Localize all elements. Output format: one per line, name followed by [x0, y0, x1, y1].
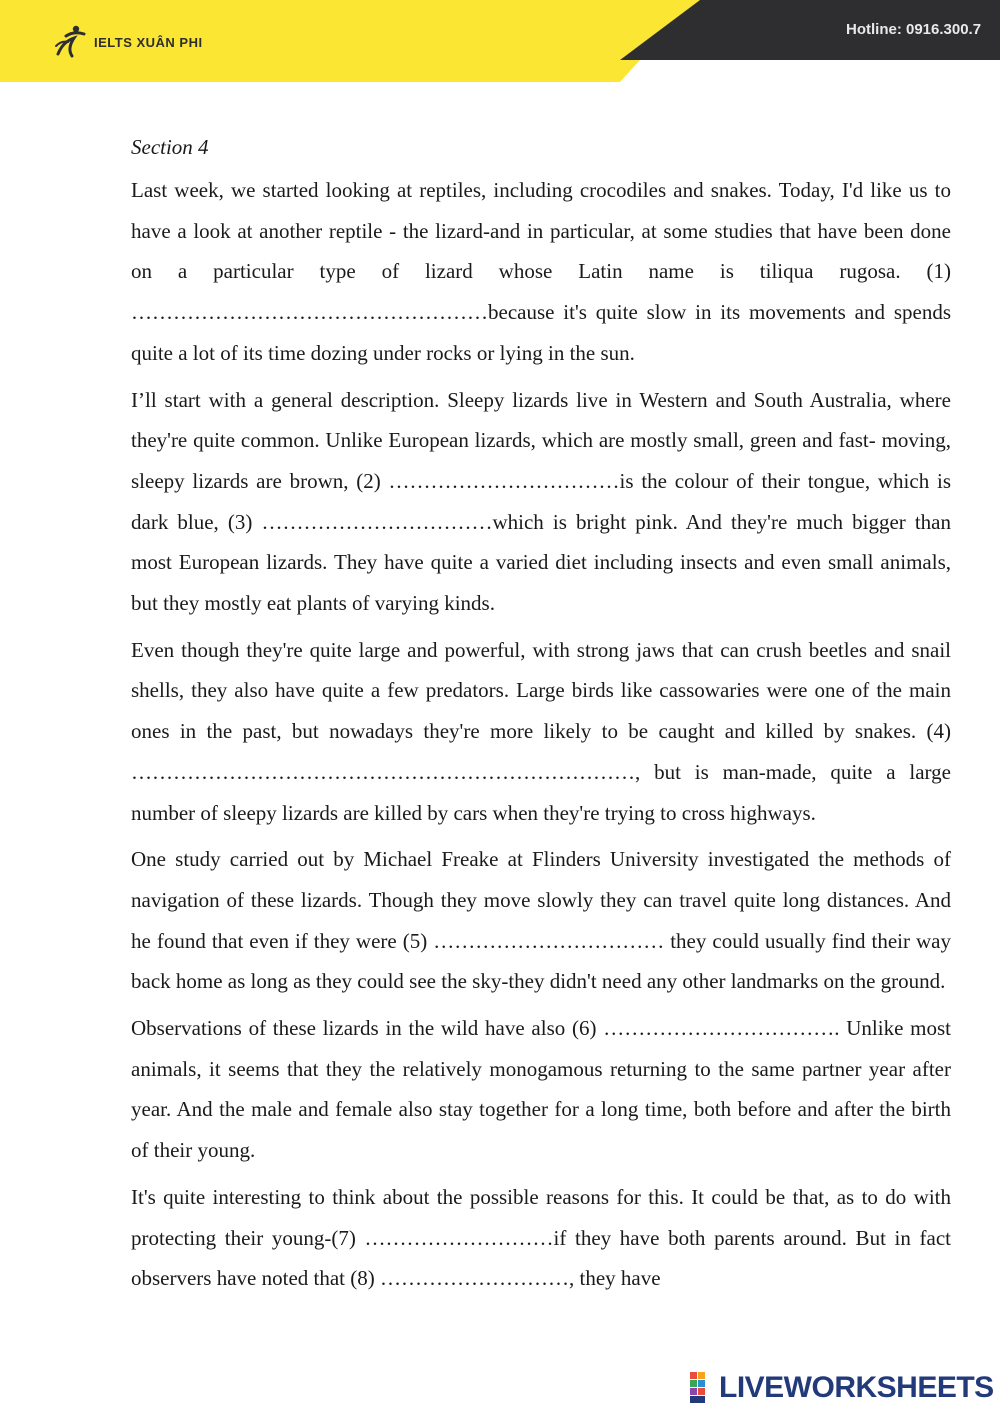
paragraph-6: It's quite interesting to think about the possible reasons for this. It could be that, as to do with protecting their young-(7) ………………………if they have both parents around. But in fact observers have noted that (8) ………………………, they have — [131, 1184, 951, 1291]
liveworksheets-watermark — [689, 1371, 994, 1405]
document-body — [131, 128, 951, 1305]
watermark-text: LIVEWORKSHEETS — [719, 1371, 994, 1404]
paragraph-1: Last week, we started looking at reptiles, including crocodiles and snakes. Today, I'd like us to have a look at another reptile - the lizard-and in particular, at some studies that have been done on a particular type of lizard whose Latin name is tiliqua rugosa. (1) ……………………………………………because it's quite slow in its movements and spends quite a lot of its time dozing under rocks or lying in the sun. — [131, 178, 951, 365]
section-title: Section 4 — [131, 135, 209, 159]
runner-icon — [52, 24, 90, 60]
hotline-text: Hotline: 0916.300.7 — [846, 21, 982, 38]
paragraph-2: I’ll start with a general description. Sleepy lizards live in Western and South Australia, where they're quite common. Unlike European lizards, which are mostly small, green and fast- moving, sleepy lizards are brown, (2) ……………………………is the colour of their tongue, which is dark blue, (3) ……………………………which is bright pink. And they're much bigger than most European lizards. They have quite a varied diet including insects and even small animals, but they mostly eat plants of varying kinds. — [131, 387, 951, 616]
liveworksheets-logo-icon — [689, 1371, 715, 1405]
brand-name: IELTS XUÂN PHI — [94, 34, 203, 50]
paragraph-5: Observations of these lizards in the wild have also (6) ……………………………. Unlike most animals, it seems that they the relatively monogamous returning to the same partner year after year. And the male and female also stay together for a long time, both before and after the birth of their young. — [131, 1016, 951, 1163]
brand-logo — [52, 24, 203, 60]
page-header — [0, 0, 1000, 82]
paragraph-3: Even though they're quite large and powerful, with strong jaws that can crush beetles and snail shells, they also have quite a few predators. Large birds like cassowaries were one of the main ones in the past, but nowadays they're more likely to be caught and killed by snakes. (4) ………………………………………………………………, but is man-made, quite a large number of sleepy lizards are killed by cars when they're trying to cross highways. — [131, 637, 951, 825]
paragraph-4: One study carried out by Michael Freake at Flinders University investigated the methods of navigation of these lizards. Though they move slowly they can travel quite long distances. And he found that even if they were (5) …………………………… they could usually find their way back home as long as they could see the sky-they didn't need any other landmarks on the ground. — [131, 847, 951, 994]
